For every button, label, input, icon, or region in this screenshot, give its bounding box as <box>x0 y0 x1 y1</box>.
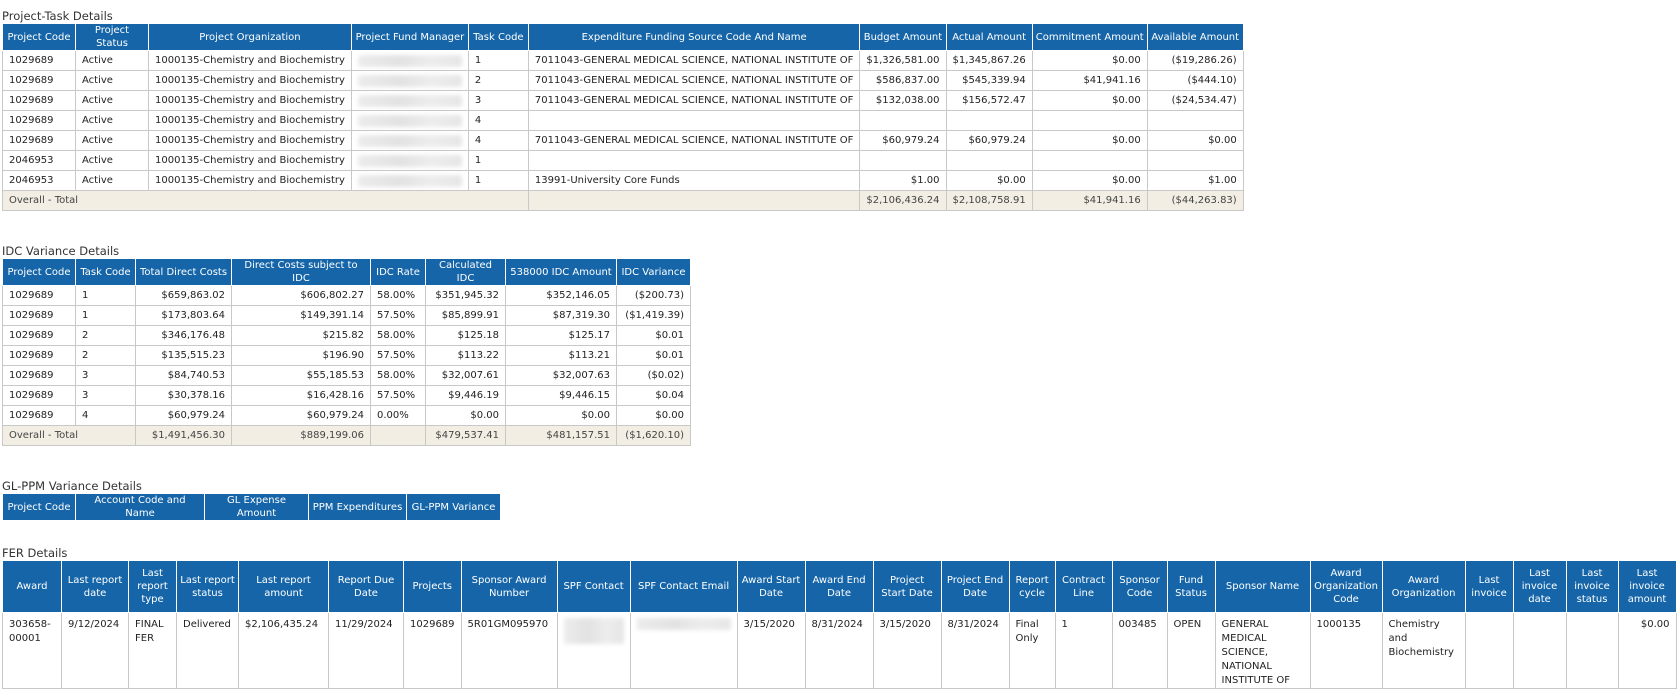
idc-header-538000-idc-amount: 538000 IDC Amount <box>506 259 617 286</box>
redacted-value <box>637 618 731 630</box>
total-value: $889,199.06 <box>232 426 371 446</box>
table-cell <box>1465 613 1513 689</box>
fer-header-contract-line: Contract Line <box>1055 561 1112 613</box>
fer-header-report-cycle: Report cycle <box>1009 561 1055 613</box>
table-cell: 3 <box>76 366 136 386</box>
table-cell: $60,979.24 <box>946 131 1032 151</box>
project-task-header-project-status: Project Status <box>76 24 149 51</box>
table-cell: 4 <box>76 406 136 426</box>
table-cell: 58.00% <box>371 286 426 306</box>
idc-header-total-direct-costs: Total Direct Costs <box>136 259 232 286</box>
table-cell <box>528 191 859 211</box>
table-cell: 1000135-Chemistry and Biochemistry <box>149 91 352 111</box>
table-cell <box>1032 111 1147 131</box>
table-cell: 1000135 <box>1310 613 1382 689</box>
table-cell: $545,339.94 <box>946 71 1032 91</box>
table-cell: 1 <box>1055 613 1112 689</box>
fer-header-last-invoice-status: Last invoice status <box>1566 561 1618 613</box>
table-cell: $85,899.91 <box>426 306 506 326</box>
fer-title: FER Details <box>2 546 68 560</box>
table-cell: Active <box>76 111 149 131</box>
table-cell: 8/31/2024 <box>941 613 1009 689</box>
table-cell <box>1566 613 1618 689</box>
table-cell <box>351 51 468 71</box>
table-cell: 1 <box>76 286 136 306</box>
table-cell: $586,837.00 <box>860 71 946 91</box>
table-cell: $0.00 <box>1618 613 1676 689</box>
table-cell: 5R01GM095970 <box>461 613 557 689</box>
table-cell: $352,146.05 <box>506 286 617 306</box>
redacted-value <box>358 155 462 167</box>
table-cell: 0.00% <box>371 406 426 426</box>
table-cell: 8/31/2024 <box>805 613 873 689</box>
table-cell: $0.00 <box>1032 171 1147 191</box>
table-cell: 2 <box>76 326 136 346</box>
table-cell: $113.22 <box>426 346 506 366</box>
table-cell: GENERAL MEDICAL SCIENCE, NATIONAL INSTITUTE OF <box>1215 613 1310 689</box>
gl-ppm-header-account-code-and-name: Account Code and Name <box>76 494 205 521</box>
table-cell: $41,941.16 <box>1032 71 1147 91</box>
table-cell: 9/12/2024 <box>62 613 129 689</box>
table-cell: 1029689 <box>3 326 76 346</box>
table-cell: $0.04 <box>617 386 691 406</box>
table-row <box>3 346 691 366</box>
table-row <box>3 286 691 306</box>
table-cell <box>1513 613 1566 689</box>
table-cell <box>860 151 946 171</box>
project-task-header-available-amount: Available Amount <box>1147 24 1243 51</box>
table-cell: 58.00% <box>371 326 426 346</box>
project-task-header-task-code: Task Code <box>468 24 528 51</box>
table-row <box>3 111 1244 131</box>
gl-ppm-header-project-code: Project Code <box>3 494 76 521</box>
table-cell: 1029689 <box>3 366 76 386</box>
table-cell: ($0.02) <box>617 366 691 386</box>
fer-header-award-end-date: Award End Date <box>805 561 873 613</box>
table-cell: ($24,534.47) <box>1147 91 1243 111</box>
table-cell: 1029689 <box>3 71 76 91</box>
table-cell <box>630 613 737 689</box>
table-cell <box>946 111 1032 131</box>
table-cell: $0.00 <box>1032 91 1147 111</box>
table-cell: $9,446.19 <box>426 386 506 406</box>
table-cell: $196.90 <box>232 346 371 366</box>
total-value: $481,157.51 <box>506 426 617 446</box>
table-cell: $2,106,435.24 <box>239 613 329 689</box>
fer-header-fund-status: Fund Status <box>1167 561 1215 613</box>
fer-header-last-report-amount: Last report amount <box>239 561 329 613</box>
table-cell: $87,319.30 <box>506 306 617 326</box>
project-task-header-project-fund-manager: Project Fund Manager <box>351 24 468 51</box>
table-cell: ($1,419.39) <box>617 306 691 326</box>
gl-ppm-header-gl-ppm-variance: GL-PPM Variance <box>407 494 501 521</box>
fer-header-sponsor-code: Sponsor Code <box>1112 561 1167 613</box>
table-cell: $60,979.24 <box>136 406 232 426</box>
table-cell: $1.00 <box>1147 171 1243 191</box>
table-cell: 7011043-GENERAL MEDICAL SCIENCE, NATIONAL INSTITUTE OF <box>528 91 859 111</box>
idc-header-task-code: Task Code <box>76 259 136 286</box>
table-cell: 1000135-Chemistry and Biochemistry <box>149 131 352 151</box>
table-cell <box>351 111 468 131</box>
redacted-value <box>358 175 462 187</box>
fer-header-report-due-date: Report Due Date <box>329 561 404 613</box>
table-row <box>3 386 691 406</box>
total-label: Overall - Total <box>3 426 136 446</box>
table-cell: $30,378.16 <box>136 386 232 406</box>
fer-header-spf-contact: SPF Contact <box>557 561 630 613</box>
table-row <box>3 366 691 386</box>
table-cell: $346,176.48 <box>136 326 232 346</box>
table-row <box>3 91 1244 111</box>
table-cell: 003485 <box>1112 613 1167 689</box>
table-row <box>3 51 1244 71</box>
table-cell: ($200.73) <box>617 286 691 306</box>
table-row <box>3 326 691 346</box>
table-cell: $659,863.02 <box>136 286 232 306</box>
table-cell: $1,345,867.26 <box>946 51 1032 71</box>
redacted-value <box>358 55 462 67</box>
table-cell: 2046953 <box>3 151 76 171</box>
table-cell: Active <box>76 91 149 111</box>
fer-header-award-start-date: Award Start Date <box>737 561 805 613</box>
fer-header-last-invoice-date: Last invoice date <box>1513 561 1566 613</box>
table-cell: $0.00 <box>617 406 691 426</box>
fer-header-project-end-date: Project End Date <box>941 561 1009 613</box>
total-value: ($1,620.10) <box>617 426 691 446</box>
table-cell: Active <box>76 51 149 71</box>
project-task-table <box>2 23 1244 211</box>
table-cell: 57.50% <box>371 306 426 326</box>
fer-header-sponsor-award-number: Sponsor Award Number <box>461 561 557 613</box>
table-cell: 1 <box>468 51 528 71</box>
table-cell: 1000135-Chemistry and Biochemistry <box>149 51 352 71</box>
total-value: $2,108,758.91 <box>946 191 1032 211</box>
fer-header-sponsor-name: Sponsor Name <box>1215 561 1310 613</box>
total-value <box>371 426 426 446</box>
table-cell: OPEN <box>1167 613 1215 689</box>
table-cell: $0.00 <box>1032 51 1147 71</box>
total-value: $2,106,436.24 <box>860 191 946 211</box>
table-cell: $16,428.16 <box>232 386 371 406</box>
table-cell: 1029689 <box>3 111 76 131</box>
table-cell: 1029689 <box>3 306 76 326</box>
table-cell <box>351 151 468 171</box>
table-cell: $0.01 <box>617 326 691 346</box>
table-cell <box>351 131 468 151</box>
table-cell: 4 <box>468 131 528 151</box>
table-cell: 1000135-Chemistry and Biochemistry <box>149 71 352 91</box>
table-cell: 7011043-GENERAL MEDICAL SCIENCE, NATIONAL INSTITUTE OF <box>528 51 859 71</box>
gl-ppm-variance-table <box>2 493 501 521</box>
table-cell: Chemistry and Biochemistry <box>1382 613 1465 689</box>
table-row <box>3 171 1244 191</box>
total-row <box>3 191 1244 211</box>
gl-ppm-header-ppm-expenditures: PPM Expenditures <box>309 494 407 521</box>
table-cell: $0.00 <box>1147 131 1243 151</box>
fer-header-spf-contact-email: SPF Contact Email <box>630 561 737 613</box>
table-cell <box>528 111 859 131</box>
gl-ppm-title: GL-PPM Variance Details <box>2 479 142 493</box>
table-cell: $32,007.63 <box>506 366 617 386</box>
table-cell: Final Only <box>1009 613 1055 689</box>
table-cell: 1029689 <box>3 386 76 406</box>
table-cell: 13991-University Core Funds <box>528 171 859 191</box>
table-cell: 2046953 <box>3 171 76 191</box>
total-value: $479,537.41 <box>426 426 506 446</box>
idc-variance-table <box>2 258 691 446</box>
table-cell: $0.01 <box>617 346 691 366</box>
table-cell <box>1032 151 1147 171</box>
table-cell: $125.17 <box>506 326 617 346</box>
table-row <box>3 613 1677 689</box>
table-cell: 1029689 <box>3 286 76 306</box>
total-value: $1,491,456.30 <box>136 426 232 446</box>
total-label: Overall - Total <box>3 191 529 211</box>
table-cell: $1.00 <box>860 171 946 191</box>
fer-details-table <box>2 560 1677 689</box>
table-cell: $215.82 <box>232 326 371 346</box>
table-cell: $149,391.14 <box>232 306 371 326</box>
table-cell: $0.00 <box>946 171 1032 191</box>
table-cell: 57.50% <box>371 386 426 406</box>
table-cell: 3 <box>76 386 136 406</box>
total-row <box>3 426 691 446</box>
fer-header-projects: Projects <box>404 561 462 613</box>
table-cell: 2 <box>76 346 136 366</box>
table-cell: $0.00 <box>1032 131 1147 151</box>
table-cell: 3/15/2020 <box>737 613 805 689</box>
table-cell: 3 <box>468 91 528 111</box>
fer-header-last-invoice-amount: Last invoice amount <box>1618 561 1676 613</box>
table-cell: 57.50% <box>371 346 426 366</box>
fer-header-award-organization-code: Award Organization Code <box>1310 561 1382 613</box>
table-cell: $606,802.27 <box>232 286 371 306</box>
redacted-value <box>358 75 462 87</box>
redacted-value <box>564 618 624 644</box>
table-cell: 1029689 <box>3 406 76 426</box>
idc-header-project-code: Project Code <box>3 259 76 286</box>
idc-title: IDC Variance Details <box>2 244 120 258</box>
table-cell: $60,979.24 <box>232 406 371 426</box>
project-task-header-actual-amount: Actual Amount <box>946 24 1032 51</box>
table-cell: 1029689 <box>3 346 76 366</box>
table-cell <box>1147 151 1243 171</box>
table-cell: Active <box>76 131 149 151</box>
table-cell: ($19,286.26) <box>1147 51 1243 71</box>
fer-header-last-invoice: Last invoice <box>1465 561 1513 613</box>
idc-header-direct-costs-subject-to-idc: Direct Costs subject to IDC <box>232 259 371 286</box>
table-cell: $32,007.61 <box>426 366 506 386</box>
table-cell: $132,038.00 <box>860 91 946 111</box>
table-cell <box>557 613 630 689</box>
table-cell: $173,803.64 <box>136 306 232 326</box>
table-cell <box>351 91 468 111</box>
table-cell: $9,446.15 <box>506 386 617 406</box>
idc-header-calculated-idc: Calculated IDC <box>426 259 506 286</box>
table-cell: 1000135-Chemistry and Biochemistry <box>149 151 352 171</box>
table-cell: $0.00 <box>506 406 617 426</box>
table-cell <box>860 111 946 131</box>
table-cell: $135,515.23 <box>136 346 232 366</box>
table-cell: $351,945.32 <box>426 286 506 306</box>
table-cell: 1000135-Chemistry and Biochemistry <box>149 111 352 131</box>
fer-header-award: Award <box>3 561 62 613</box>
table-cell: $156,572.47 <box>946 91 1032 111</box>
fer-header-award-organization: Award Organization <box>1382 561 1465 613</box>
table-cell: 3/15/2020 <box>873 613 941 689</box>
table-cell: $55,185.53 <box>232 366 371 386</box>
redacted-value <box>358 135 462 147</box>
table-cell: 1029689 <box>3 131 76 151</box>
fer-header-last-report-type: Last report type <box>129 561 177 613</box>
table-cell: Delivered <box>177 613 239 689</box>
table-cell <box>528 151 859 171</box>
table-cell: $125.18 <box>426 326 506 346</box>
table-cell: $84,740.53 <box>136 366 232 386</box>
table-cell: 1 <box>468 171 528 191</box>
total-value: ($44,263.83) <box>1147 191 1243 211</box>
table-row <box>3 406 691 426</box>
table-cell: $113.21 <box>506 346 617 366</box>
redacted-value <box>358 95 462 107</box>
project-task-header-project-organization: Project Organization <box>149 24 352 51</box>
idc-header-idc-variance: IDC Variance <box>617 259 691 286</box>
table-cell: 303658-00001 <box>3 613 62 689</box>
table-cell <box>946 151 1032 171</box>
project-task-header-budget-amount: Budget Amount <box>860 24 946 51</box>
fer-header-last-report-status: Last report status <box>177 561 239 613</box>
table-cell: 1000135-Chemistry and Biochemistry <box>149 171 352 191</box>
table-row <box>3 151 1244 171</box>
table-cell: 7011043-GENERAL MEDICAL SCIENCE, NATIONAL INSTITUTE OF <box>528 71 859 91</box>
table-cell: 1029689 <box>3 51 76 71</box>
table-cell: $60,979.24 <box>860 131 946 151</box>
table-cell: 1029689 <box>404 613 462 689</box>
project-task-header-project-code: Project Code <box>3 24 76 51</box>
table-cell: Active <box>76 171 149 191</box>
table-cell: 58.00% <box>371 366 426 386</box>
fer-header-last-report-date: Last report date <box>62 561 129 613</box>
redacted-value <box>358 115 462 127</box>
table-cell <box>1147 111 1243 131</box>
table-cell: 1 <box>76 306 136 326</box>
idc-header-idc-rate: IDC Rate <box>371 259 426 286</box>
project-task-header-expenditure-funding-source-code-and-name: Expenditure Funding Source Code And Name <box>528 24 859 51</box>
project-task-header-commitment-amount: Commitment Amount <box>1032 24 1147 51</box>
fer-header-project-start-date: Project Start Date <box>873 561 941 613</box>
table-cell: 4 <box>468 111 528 131</box>
table-cell: 11/29/2024 <box>329 613 404 689</box>
table-cell: 1029689 <box>3 91 76 111</box>
table-row <box>3 131 1244 151</box>
table-cell: FINAL FER <box>129 613 177 689</box>
table-cell: Active <box>76 71 149 91</box>
table-cell <box>351 71 468 91</box>
table-row <box>3 71 1244 91</box>
table-cell: $1,326,581.00 <box>860 51 946 71</box>
table-cell <box>351 171 468 191</box>
table-cell: Active <box>76 151 149 171</box>
table-cell: ($444.10) <box>1147 71 1243 91</box>
gl-ppm-header-gl-expense-amount: GL Expense Amount <box>205 494 309 521</box>
table-cell: $0.00 <box>426 406 506 426</box>
table-row <box>3 306 691 326</box>
total-value: $41,941.16 <box>1032 191 1147 211</box>
table-cell: 7011043-GENERAL MEDICAL SCIENCE, NATIONAL INSTITUTE OF <box>528 131 859 151</box>
table-cell: 2 <box>468 71 528 91</box>
table-cell: 1 <box>468 151 528 171</box>
project-task-title: Project-Task Details <box>2 9 113 23</box>
